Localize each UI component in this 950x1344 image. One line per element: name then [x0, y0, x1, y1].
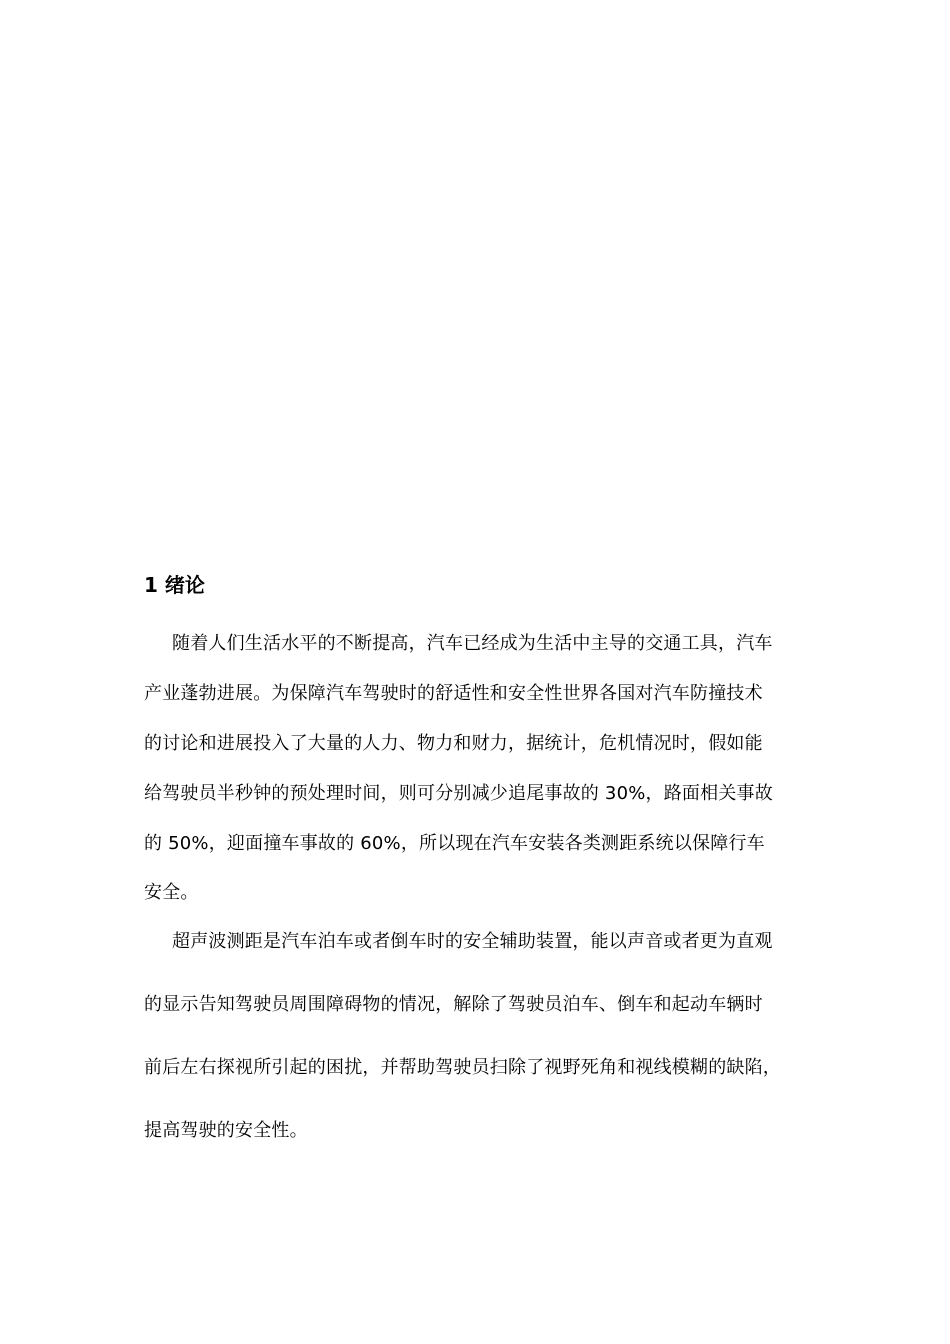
paragraph-line: 的讨论和进展投入了大量的人力、物力和财力，据统计，危机情况时，假如能	[144, 733, 763, 754]
paragraph-line: 超声波测距是汽车泊车或者倒车时的安全辅助装置，能以声音或者更为直观	[172, 931, 773, 952]
paragraph-line: 给驾驶员半秒钟的预处理时间，则可分别减少追尾事故的 30%，路面相关事故	[144, 783, 773, 804]
section-heading: 1 绪论	[144, 573, 205, 597]
paragraph-line: 随着人们生活水平的不断提高，汽车已经成为生活中主导的交通工具，汽车	[172, 633, 773, 654]
paragraph-line: 产业蓬勃进展。为保障汽车驾驶时的舒适性和安全性世界各国对汽车防撞技术	[144, 683, 763, 704]
paragraph-line: 前后左右探视所引起的困扰，并帮助驾驶员扫除了视野死角和视线模糊的缺陷，	[144, 1057, 781, 1078]
paragraph-line: 的 50%，迎面撞车事故的 60%，所以现在汽车安装各类测距系统以保障行车	[144, 833, 765, 854]
paragraph-line: 安全。	[144, 882, 199, 903]
paragraph-line: 提高驾驶的安全性。	[144, 1120, 308, 1141]
paragraph-line: 的显示告知驾驶员周围障碍物的情况，解除了驾驶员泊车、倒车和起动车辆时	[144, 994, 763, 1015]
